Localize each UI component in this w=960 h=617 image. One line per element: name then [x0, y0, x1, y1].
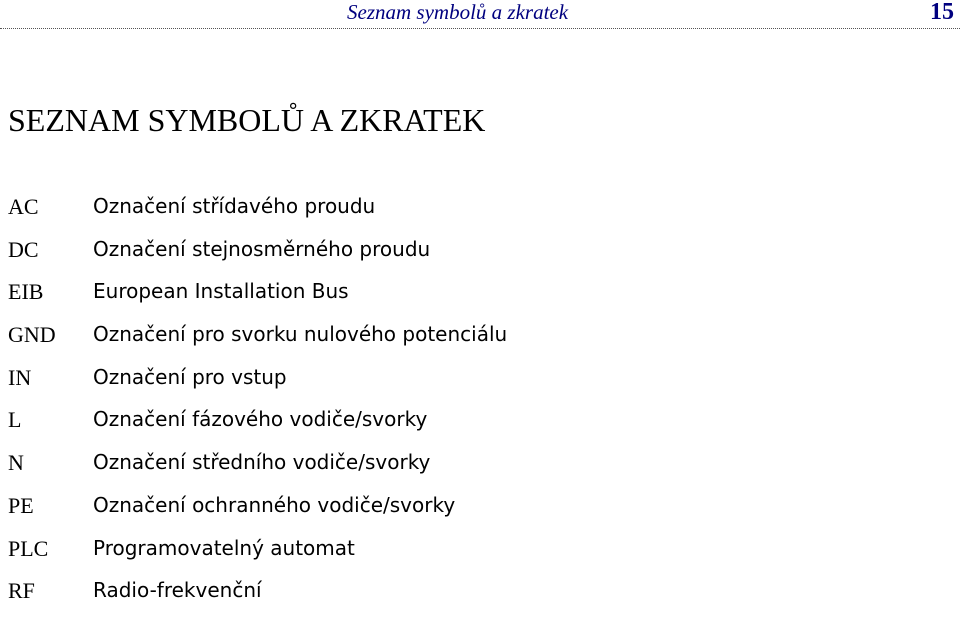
section-heading: SEZNAM SYMBOLŮ A ZKRATEK [8, 102, 486, 138]
abbreviation-term: AC [8, 194, 39, 219]
abbreviation-term: EIB [8, 279, 44, 305]
abbreviation-term: GND [8, 322, 56, 348]
abbreviation-definition: Označení fázového vodiče/svorky [93, 407, 428, 432]
abbreviation-definition: Označení střídavého proudu [93, 194, 376, 218]
list-item [0, 489, 960, 532]
abbreviation-definition: European Installation Bus [93, 279, 349, 304]
abbreviation-definition: Radio-frekvenční [93, 578, 262, 603]
abbreviation-term: L [8, 407, 22, 433]
abbreviation-term: RF [8, 578, 35, 604]
abbreviation-term: IN [8, 364, 32, 390]
list-item [0, 190, 960, 233]
list-item [0, 361, 960, 404]
list-item [0, 446, 960, 489]
abbreviation-term: DC [8, 236, 39, 262]
abbreviation-term: PLC [8, 535, 49, 561]
list-item [0, 532, 960, 575]
page-number: 15 [930, 0, 954, 25]
list-item [0, 403, 960, 446]
abbreviation-definition: Označení ochranného vodiče/svorky [93, 492, 456, 517]
abbreviation-definition: Programovatelný automat [93, 535, 355, 560]
list-item [0, 275, 960, 318]
abbreviation-term: N [8, 450, 24, 476]
running-title: Seznam symbolů a zkratek [347, 0, 569, 24]
abbreviation-term: PE [8, 492, 34, 518]
abbreviation-definition: Označení středního vodiče/svorky [93, 450, 431, 475]
running-header [0, 0, 960, 29]
list-item [0, 318, 960, 361]
abbreviation-definition: Označení stejnosměrného proudu [93, 236, 431, 261]
abbreviation-list [0, 190, 960, 617]
abbreviation-definition: Označení pro vstup [93, 364, 287, 389]
list-item [0, 574, 960, 617]
abbreviation-definition: Označení pro svorku nulového potenciálu [93, 322, 508, 347]
list-item [0, 233, 960, 276]
